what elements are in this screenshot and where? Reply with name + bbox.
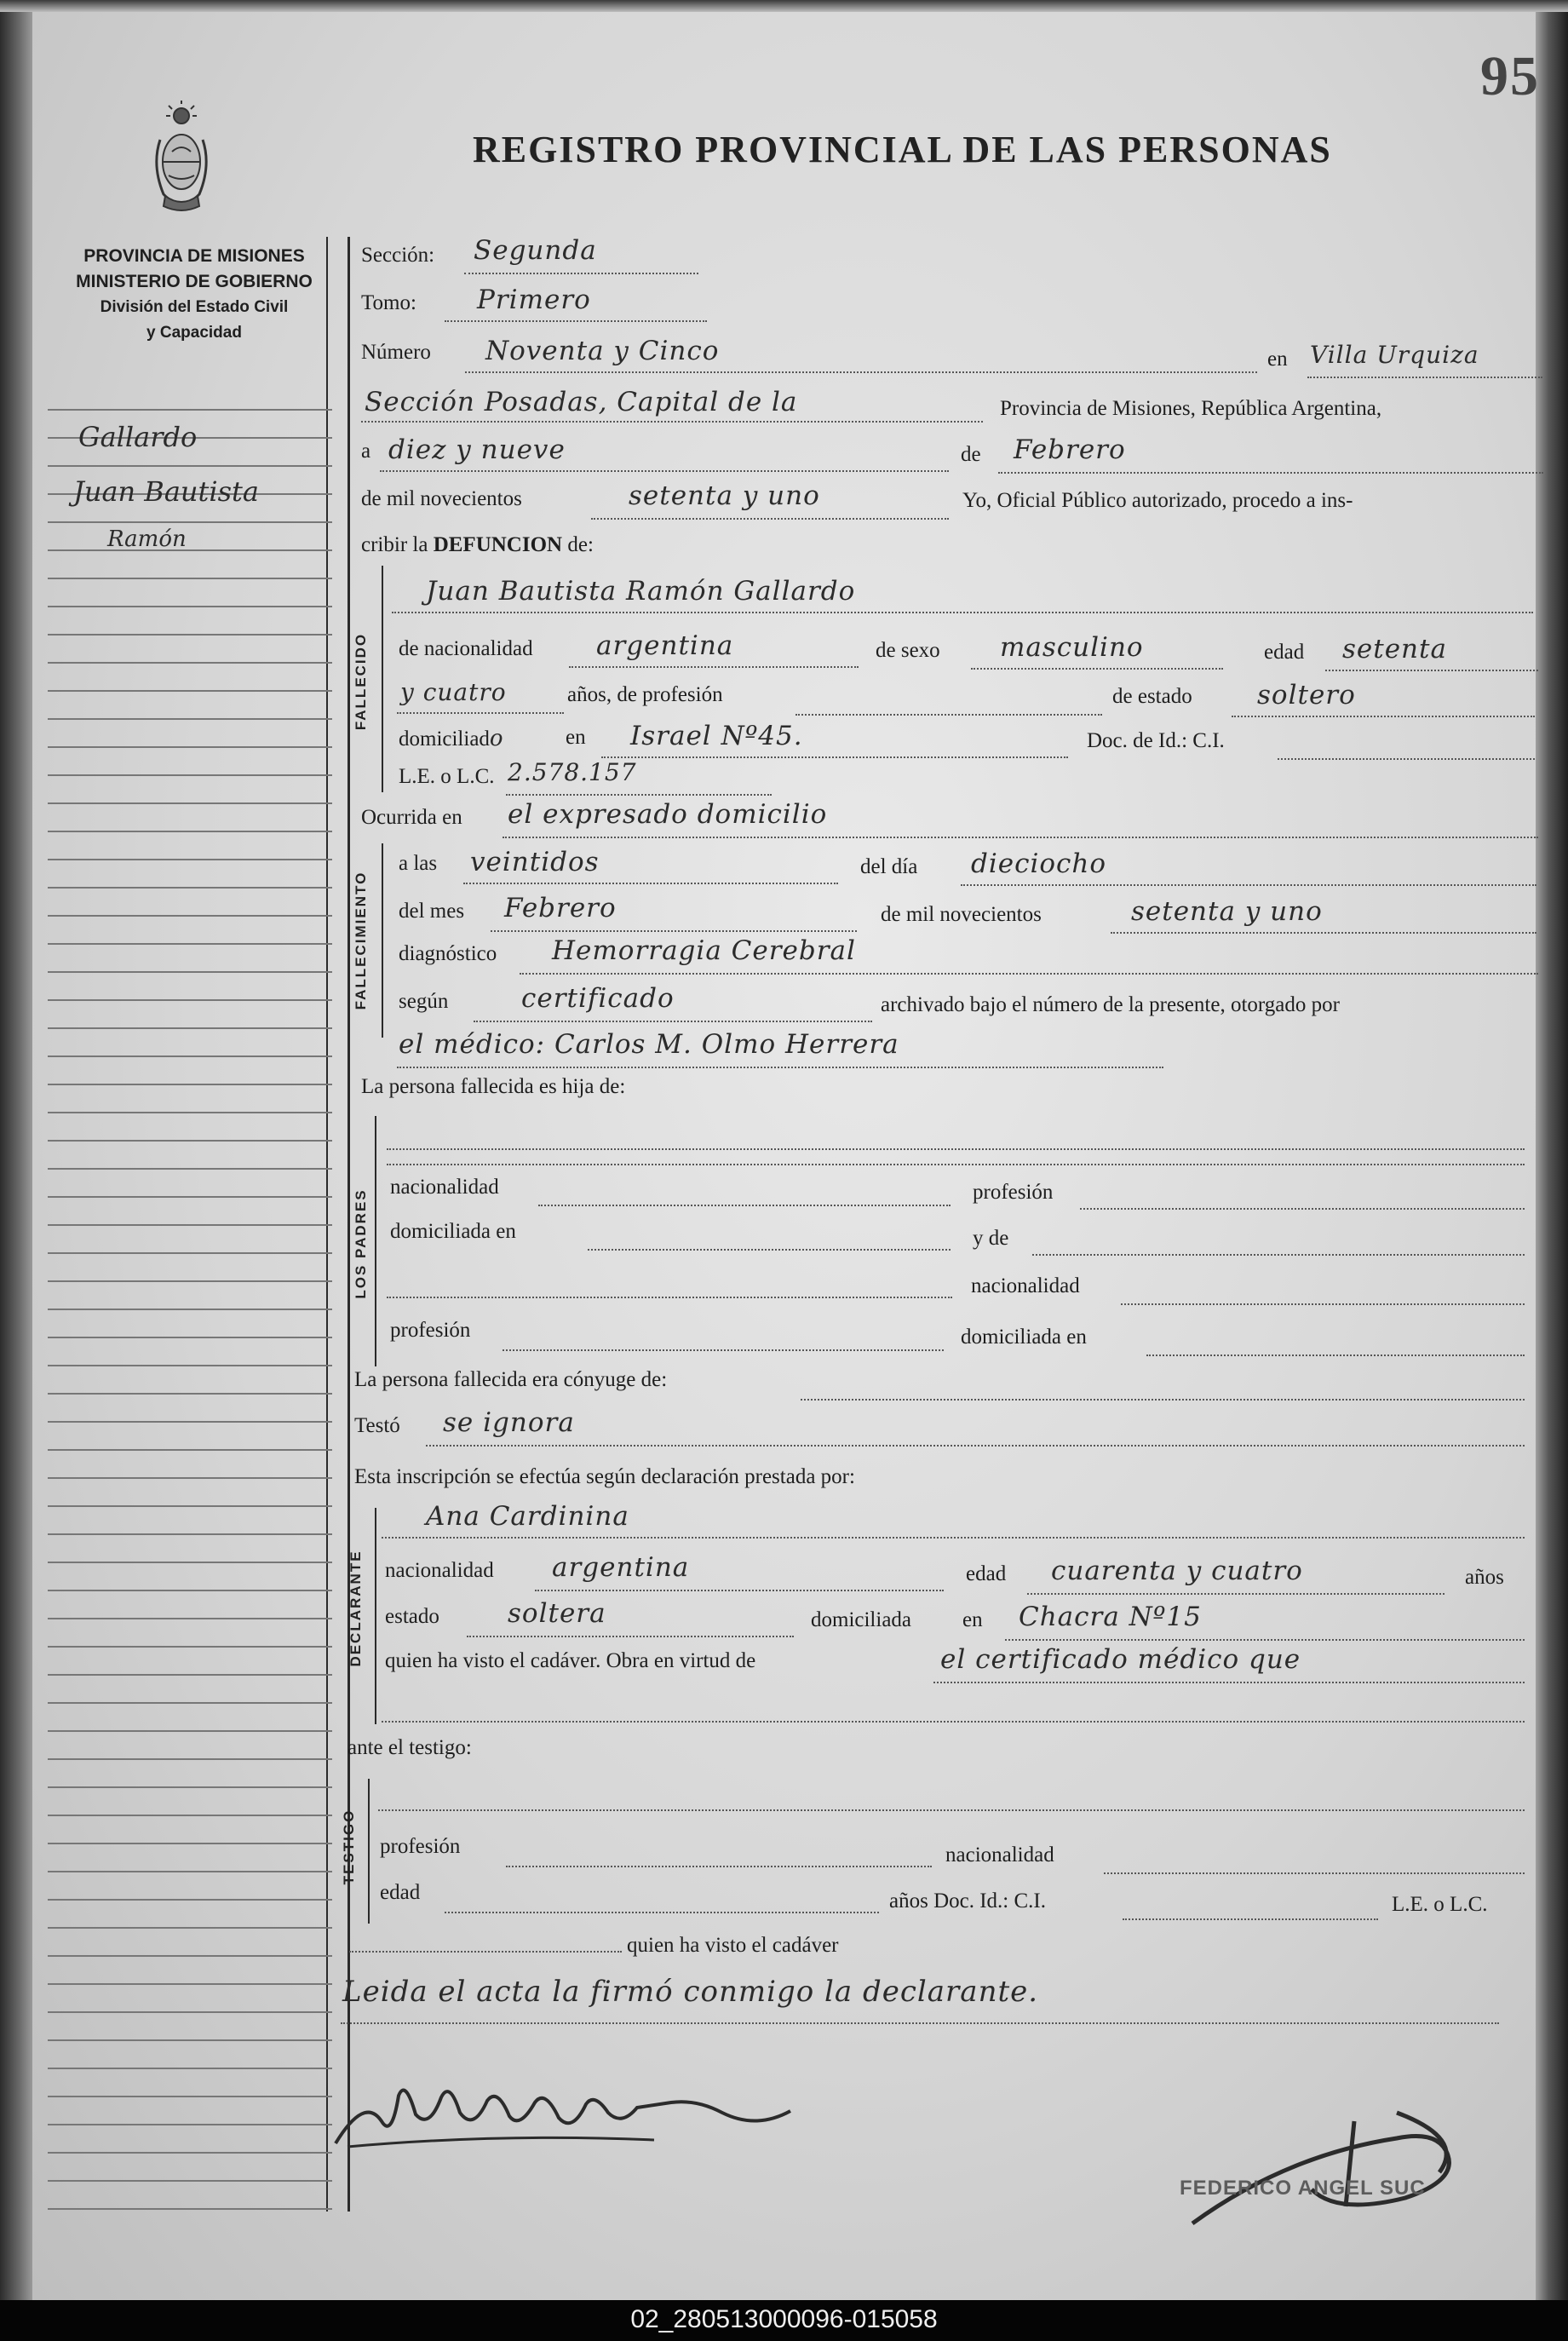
label-domiciliad: domiciliado (399, 726, 504, 751)
issuer-ministry: MINISTERIO DE GOBIERNO (76, 272, 313, 291)
margin-rule-line (48, 1702, 332, 1704)
line-edad (1325, 670, 1538, 671)
page-number: 95 (1480, 45, 1540, 107)
value-le-numero: 2.578.157 (508, 758, 637, 786)
label-testigo-profesion: profesión (380, 1835, 461, 1858)
margin-rule-line (48, 1112, 332, 1113)
margin-rule-line (48, 971, 332, 973)
left-binding-edge (0, 0, 32, 2300)
label-testigo-edad: edad (380, 1881, 421, 1904)
footer-bar (0, 2300, 1568, 2341)
margin-rule-line (48, 2124, 332, 2125)
value-dia-fall: dieciocho (971, 848, 1107, 879)
margin-rule-line (48, 1477, 332, 1479)
line-edad-cont (397, 712, 564, 714)
label-edad: edad (1264, 641, 1305, 664)
margin-rule-line (48, 887, 332, 889)
line-madre-nombre (1032, 1254, 1525, 1256)
margin-rule-line (48, 465, 332, 467)
margin-rule-line (48, 1140, 332, 1142)
margin-rule-line (48, 578, 332, 579)
value-fallecido-nombre: Juan Bautista Ramón Gallardo (426, 576, 856, 607)
document-page: 95 PROVINCIA DE MISIONES MINISTERIO DE GOBIERNO División del Estado Civil y Capacidad REGISTRO PROVINCIAL DE LAS PERSONAS Gallardo Juan Bautista Ramón Sección: Segunda Tomo: Primero Número Noventa y Cinco en Villa Urquiza Sección Posadas, Capital de la Provincia de Misiones, República Argentina, a diez y nueve de Febrero de mil novecientos setenta y uno Yo, Oficial Público autorizado, procedo a ins- cribir la DEFUNCION de: FALLECIDO Juan Bautista Ramón Gallardo de nacionalidad argentina de sexo masculino edad setenta y cuatro años, de profesión de estado soltero domiciliado en Israel Nº45. Doc. de Id.: C.I. L.E. o L.C. 2.578.157 Ocurrida en el expresado domicilio FALLECIMIENTO a las veintidos del día dieciocho del mes Febrero de mil novecientos setenta y uno diagnóstico Hemorragia Cerebral según certificado archivado bajo el número de la presente, otorgado por el médico: Carlos M. Olmo Herrera La persona fallecida es hija de: LOS PADRES nacionalidad profesión domiciliada en y de nacionalidad profesión domiciliada en La persona fallecida era cónyuge de: Testó se ignora Esta inscripción se efectúa según declaración prestada por: DECLARANTE Ana Cardinina nacionalidad argentina edad cuarenta y cuatro años estado soltera domiciliada en Chacra Nº15 quien ha visto el cadáver. Obra en virtud de el certificado médico que ante el testigo: TESTIGO profesión nacionalidad edad años Doc. Id.: C.I. L.E. o L.C. quien ha visto el cadáver Leida el acta la firmó conmigo la declarante. FEDERICO ANGEL SUC (0, 0, 1568, 2300)
coat-of-arms-icon (152, 101, 211, 216)
margin-rule-line (48, 1618, 332, 1619)
line-padre-nombre (387, 1148, 1525, 1150)
line-doc-id (1278, 758, 1535, 760)
label-yo-oficial: Yo, Oficial Público autorizado, procedo a ins- (962, 489, 1353, 512)
line-obra-virtud (933, 1682, 1525, 1683)
value-segun: certificado (521, 983, 675, 1014)
line-declarante-nacionalidad (535, 1590, 944, 1591)
label-padre-nacionalidad: nacionalidad (390, 1176, 499, 1199)
margin-rule-line (48, 1337, 332, 1338)
label-padre-domiciliada: domiciliada en (390, 1220, 516, 1243)
label-de-mil: de mil novecientos (361, 487, 522, 510)
margin-rule-line (48, 606, 332, 607)
margin-rule-line (48, 1449, 332, 1451)
label-domicilio-en: en (566, 726, 586, 749)
margin-note-second-name: Ramón (107, 526, 187, 552)
line-dia-fall (961, 884, 1536, 886)
label-testigo-anos-doc: años Doc. Id.: C.I. (889, 1889, 1046, 1912)
label-testigo-nacionalidad: nacionalidad (945, 1843, 1054, 1866)
line-testigo-doc (1123, 1918, 1378, 1920)
line-madre-domicilio (1146, 1355, 1525, 1356)
right-page-edge (1536, 0, 1568, 2300)
line-declarante-extra (382, 1721, 1525, 1723)
margin-rule-line (48, 859, 332, 860)
margin-rule-line (48, 662, 332, 664)
value-declarante-nacionalidad: argentina (552, 1552, 690, 1583)
value-hora: veintidos (470, 847, 600, 877)
margin-rule-line (48, 1168, 332, 1170)
line-testigo-nombre (378, 1809, 1525, 1811)
fallecimiento-bracket (382, 843, 383, 1038)
line-tomo (445, 320, 707, 322)
padres-bracket (375, 1116, 376, 1366)
label-de-estado: de estado (1112, 685, 1192, 708)
margin-rule-line (48, 1505, 332, 1507)
label-testo: Testó (354, 1414, 400, 1437)
line-mes (998, 472, 1543, 474)
label-de: de (961, 443, 981, 466)
top-page-edge (0, 0, 1568, 12)
margin-rule-line (48, 1309, 332, 1310)
line-leida (341, 2022, 1499, 2024)
value-nacionalidad: argentina (596, 630, 734, 661)
margin-rule-line (48, 1224, 332, 1226)
line-padre-nombre-2 (387, 1164, 1525, 1165)
footer-image-code: 02_280513000096-015058 (630, 2305, 938, 2333)
line-hora (463, 883, 838, 884)
line-estado (1232, 716, 1535, 717)
value-mes-fall: Febrero (504, 893, 617, 923)
issuer-block (41, 244, 347, 346)
margin-rule-line (48, 1674, 332, 1676)
margin-rule-line (48, 1365, 332, 1366)
value-seccion: Segunda (474, 235, 597, 266)
line-padre-domicilio (588, 1249, 951, 1251)
line-declarante-domicilio (1005, 1639, 1525, 1641)
line-numero (465, 371, 1257, 373)
label-ocurrida-en: Ocurrida en (361, 806, 462, 829)
value-diagnostico: Hemorragia Cerebral (552, 935, 856, 966)
label-tomo: Tomo: (361, 291, 416, 314)
line-madre-profesion (1080, 1208, 1525, 1210)
line-declarante-estado (467, 1636, 794, 1637)
line-testigo-profesion (506, 1866, 932, 1867)
margin-rule-line (48, 1533, 332, 1535)
value-mes: Febrero (1014, 434, 1126, 465)
label-archivado: archivado bajo el número de la presente, otorgado por (881, 993, 1340, 1016)
line-fallecido-nombre (392, 612, 1533, 613)
form-left-rule (347, 237, 350, 2212)
line-medico (397, 1067, 1163, 1068)
value-declarante-nombre: Ana Cardinina (426, 1501, 629, 1532)
line-conyuge (801, 1399, 1525, 1401)
line-en (1307, 377, 1542, 378)
margin-rule-line (48, 774, 332, 776)
label-del-mes: del mes (399, 900, 465, 923)
line-ocurrida (503, 837, 1538, 838)
margin-rule-line (48, 718, 332, 720)
line-padre-profesion (503, 1349, 944, 1351)
margin-rule-line (48, 549, 332, 551)
line-testigo-edad (445, 1912, 879, 1913)
line-padre-extra (387, 1297, 952, 1298)
value-tomo: Primero (477, 285, 591, 315)
value-testo: se ignora (443, 1407, 575, 1438)
line-sexo (971, 668, 1223, 670)
label-padre-profesion: profesión (390, 1319, 471, 1342)
value-numero: Noventa y Cinco (485, 336, 720, 366)
label-ante-testigo: ante el testigo: (347, 1736, 472, 1759)
margin-rule-line (48, 1590, 332, 1591)
line-seccion (464, 273, 698, 274)
margin-rule-line (48, 802, 332, 804)
margin-rule-line (48, 1730, 332, 1732)
margin-rule-line (48, 746, 332, 748)
line-declarante-nombre (382, 1537, 1525, 1539)
margin-rule-line (48, 1786, 332, 1788)
value-dia: diez y nueve (388, 434, 566, 465)
label-quien-visto: quien ha visto el cadáver. Obra en virtud de (385, 1649, 756, 1672)
margin-rule-line (48, 2096, 332, 2097)
margin-rule-line (48, 831, 332, 832)
label-de-mil-fall: de mil novecientos (881, 903, 1042, 926)
line-profesion (795, 714, 1102, 716)
line-testigo-nacionalidad (1104, 1872, 1525, 1874)
declarante-bracket (375, 1508, 376, 1724)
value-obra-virtud: el certificado médico que (940, 1644, 1301, 1675)
value-anio-fall: setenta y uno (1131, 896, 1323, 927)
margin-rule-line (48, 2208, 332, 2210)
line-madre-nacionalidad (1121, 1303, 1525, 1305)
value-edad: setenta (1342, 634, 1447, 664)
testigo-bracket (368, 1779, 370, 1924)
margin-rule-line (48, 409, 332, 411)
margin-rule-line (48, 2180, 332, 2182)
line-diagnostico (520, 973, 1538, 975)
line-segun (474, 1021, 872, 1022)
label-provincia: Provincia de Misiones, República Argentina, (1000, 397, 1382, 420)
signature-declarante-icon (330, 2062, 807, 2155)
margin-note-names: Juan Bautista (73, 475, 259, 508)
value-declarante-edad: cuarenta y cuatro (1051, 1556, 1303, 1586)
margin-rule-line (48, 2011, 332, 2013)
margin-rule-line (48, 690, 332, 692)
margin-rule-line (48, 1871, 332, 1872)
label-declarante-edad: edad (966, 1562, 1007, 1585)
line-nacionalidad (569, 666, 859, 668)
label-conyuge-de: La persona fallecida era cónyuge de: (354, 1368, 668, 1391)
label-declarante-en: en (962, 1608, 983, 1631)
issuer-capacity: y Capacidad (146, 324, 242, 342)
label-esta-inscripcion: Esta inscripción se efectúa según declaración prestada por: (354, 1465, 855, 1488)
label-a-las: a las (399, 852, 438, 875)
value-leida: Leida el acta la firmó conmigo la declarante. (342, 1975, 1039, 2009)
line-declarante-edad (1027, 1593, 1445, 1595)
margin-rule-line (48, 1562, 332, 1563)
label-del-dia: del día (860, 855, 918, 878)
line-anio (591, 518, 949, 520)
value-ocurrida-en: el expresado domicilio (508, 799, 828, 830)
line-testigo-visto (349, 1951, 622, 1953)
margin-rule-line (48, 1252, 332, 1254)
label-diagnostico: diagnóstico (399, 942, 497, 965)
label-de-sexo: de sexo (876, 639, 940, 662)
label-hija-de: La persona fallecida es hija de: (361, 1075, 626, 1098)
value-declarante-estado: soltera (508, 1598, 606, 1629)
label-testigo-le-lc: L.E. o L.C. (1392, 1893, 1488, 1916)
label-doc-id: Doc. de Id.: C.I. (1087, 729, 1225, 752)
value-domicilio: Israel Nº45. (630, 721, 803, 751)
issuer-division: División del Estado Civil (100, 298, 289, 316)
margin-rule-line (48, 1055, 332, 1057)
margin-rule-line (48, 1927, 332, 1929)
label-en: en (1267, 348, 1288, 371)
label-anos-profesion: años, de profesión (567, 683, 723, 706)
label-segun: según (399, 990, 449, 1013)
margin-rule-line (48, 1280, 332, 1282)
line-mes-fall (491, 930, 857, 932)
signature-oficial-icon (1184, 2104, 1490, 2232)
value-en-lugar: Villa Urquiza (1310, 341, 1479, 369)
line-testo (426, 1445, 1525, 1447)
line-anio-fall (1111, 932, 1536, 934)
line-domicilio (601, 756, 1068, 758)
margin-rule-line (48, 1899, 332, 1901)
margin-rule-line (48, 1646, 332, 1648)
label-declarante-domiciliada: domiciliada (811, 1608, 912, 1631)
margin-rule-line (48, 2068, 332, 2069)
value-anio: setenta y uno (629, 480, 820, 511)
label-quien-visto-testigo: quien ha visto el cadáver (627, 1934, 839, 1957)
margin-rule-line (48, 1815, 332, 1816)
line-padre-nacionalidad (538, 1205, 951, 1206)
margin-rule-line (48, 999, 332, 1001)
margin-rule-line (48, 2152, 332, 2154)
margin-rule-line (48, 1843, 332, 1844)
margin-rule-line (48, 521, 332, 523)
label-declarante-anos: años (1465, 1566, 1504, 1589)
label-numero: Número (361, 341, 431, 364)
margin-rule-line (48, 943, 332, 945)
label-madre-domiciliada: domiciliada en (961, 1326, 1087, 1349)
value-lugar-cont: Sección Posadas, Capital de la (365, 387, 798, 417)
label-a: a (361, 440, 371, 463)
document-title: REGISTRO PROVINCIAL DE LAS PERSONAS (473, 129, 1332, 170)
official-stamp: FEDERICO ANGEL SUC (1180, 2177, 1426, 2200)
line-le-lc (506, 794, 772, 796)
margin-rule-line (48, 1027, 332, 1029)
label-madre-nacionalidad: nacionalidad (971, 1274, 1080, 1297)
value-domicilio-sufijo: o (489, 726, 504, 751)
fallecido-bracket (382, 566, 383, 792)
label-seccion: Sección: (361, 244, 435, 267)
value-sexo: masculino (1000, 632, 1144, 663)
label-cribir: cribir la DEFUNCION de: (361, 533, 594, 556)
margin-rule-line (48, 1421, 332, 1423)
margin-rule-line (48, 915, 332, 917)
margin-rule-line (48, 1084, 332, 1085)
line-dia (380, 470, 949, 472)
label-y-de: y de (973, 1227, 1009, 1250)
issuer-province: PROVINCIA DE MISIONES (83, 246, 305, 266)
line-lugar-cont (361, 421, 983, 423)
value-estado: soltero (1257, 680, 1356, 710)
margin-rule-line (48, 1955, 332, 1957)
margin-rule-line (48, 1196, 332, 1198)
margin-rule-line (48, 2039, 332, 2041)
value-edad-cont: y cuatro (400, 678, 507, 706)
label-de-nacionalidad: de nacionalidad (399, 637, 533, 660)
margin-note-surname: Gallardo (78, 421, 198, 453)
label-declarante-estado: estado (385, 1605, 439, 1628)
margin-rule-line (48, 1983, 332, 1985)
value-medico: el médico: Carlos M. Olmo Herrera (399, 1029, 899, 1060)
label-madre-profesion: profesión (973, 1181, 1054, 1204)
value-declarante-domicilio: Chacra Nº15 (1019, 1602, 1202, 1632)
margin-rule-line (48, 1393, 332, 1395)
label-declarante-nacionalidad: nacionalidad (385, 1559, 494, 1582)
label-le-lc: L.E. o L.C. (399, 765, 495, 788)
margin-rule-line (48, 634, 332, 636)
margin-rule-line (48, 1758, 332, 1760)
